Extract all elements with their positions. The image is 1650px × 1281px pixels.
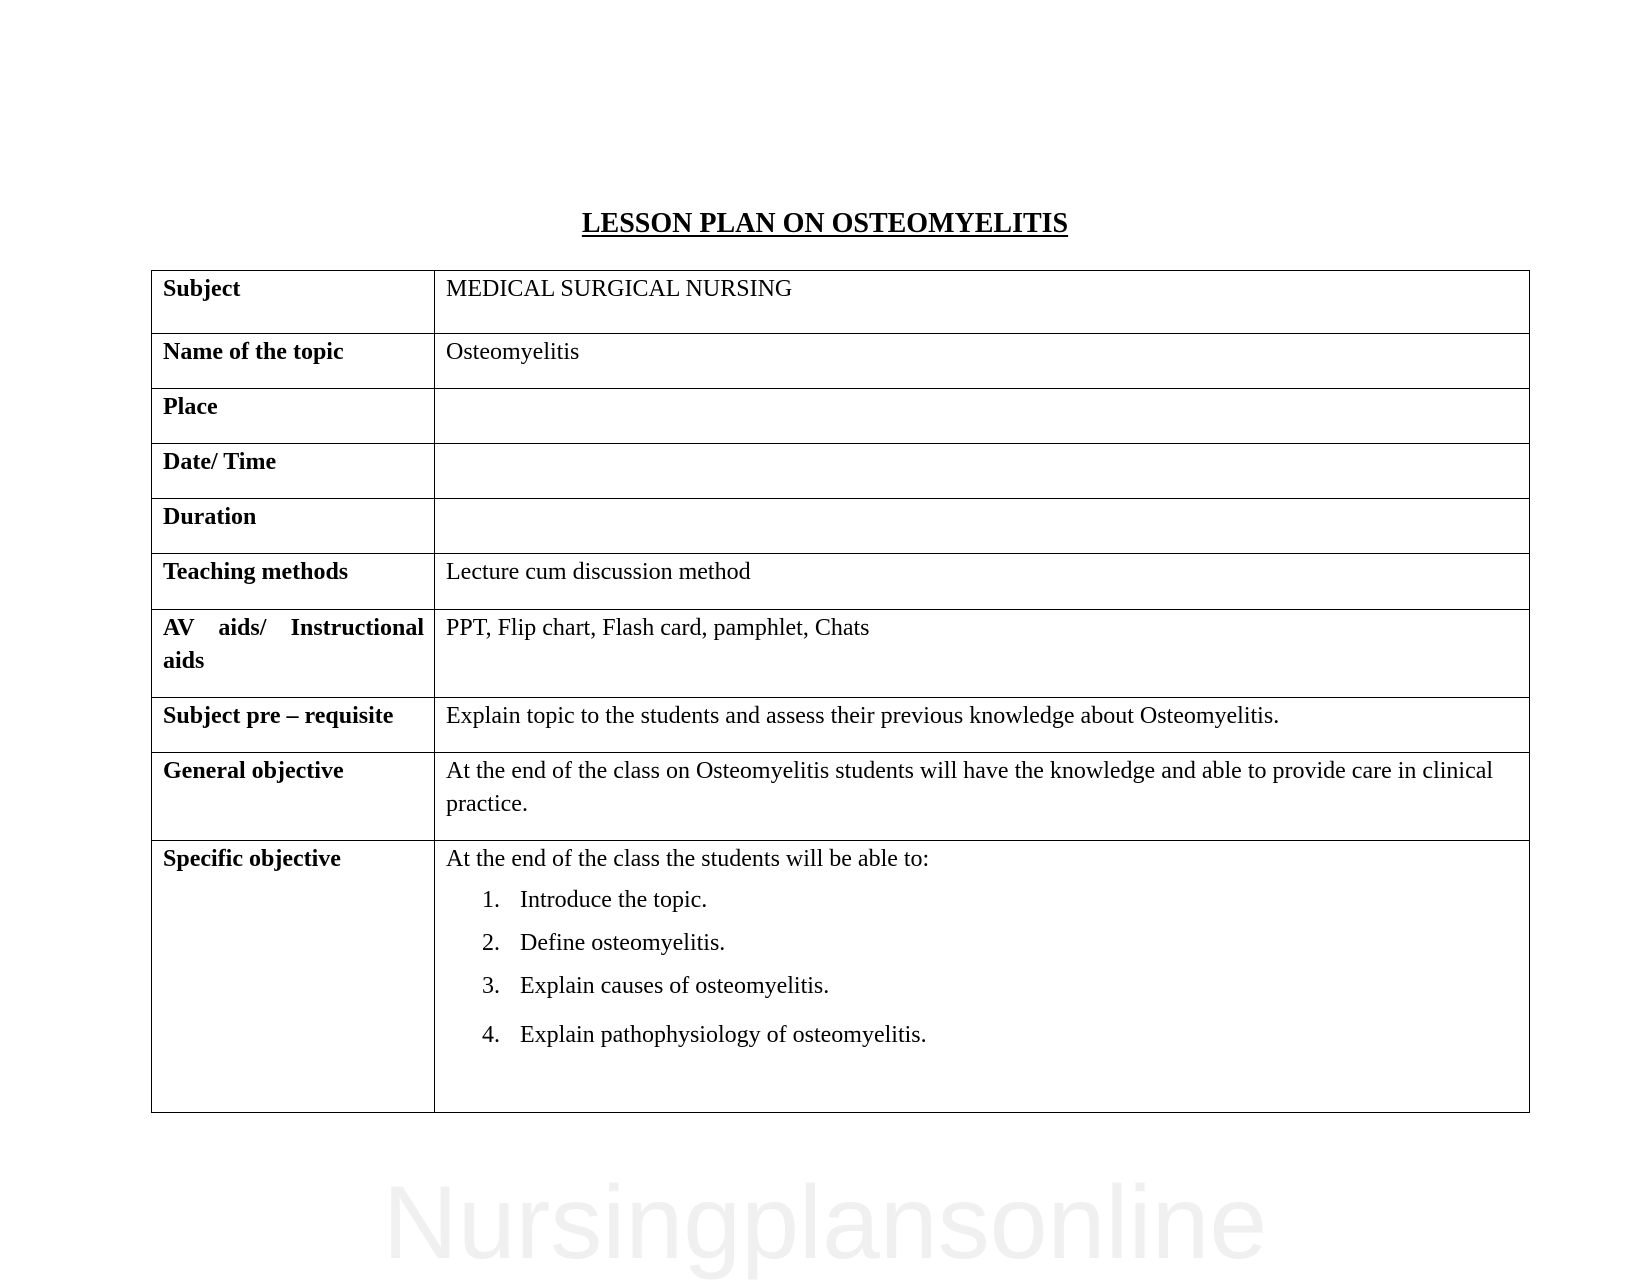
specific-objective-list [446,884,1519,1052]
list-item-text: Introduce the topic. [520,887,708,913]
list-item [482,970,1519,1003]
table-row [152,841,1530,1113]
document-title: LESSON PLAN ON OSTEOMYELITIS [581,208,1069,239]
list-item-text: Define osteomyelitis. [520,930,726,956]
list-item-text: Explain causes of osteomyelitis. [520,973,830,999]
row-value-duration [435,499,1530,554]
row-value-teaching-methods: Lecture cum discussion method [435,554,1530,610]
row-value-place [435,389,1530,444]
table-row [152,334,1530,389]
list-item-number: 1. [482,887,500,913]
row-label-subject: Subject [152,271,435,334]
row-label-av-aids: AV aids/ Instructional aids [152,610,435,698]
list-item-number: 3. [482,973,500,999]
list-item-number: 4. [482,1022,500,1048]
list-item [482,1019,1519,1052]
row-value-general-objective: At the end of the class on Osteomyelitis students will have the knowledge and able to provide care in clinical practice. [435,753,1530,841]
table-row [152,753,1530,841]
row-value-prerequisite: Explain topic to the students and assess their previous knowledge about Osteomyelitis. [435,698,1530,753]
row-label-specific-objective: Specific objective [152,841,435,1113]
table-row [152,554,1530,610]
row-label-place: Place [152,389,435,444]
list-item-text: Explain pathophysiology of osteomyelitis. [520,1022,927,1048]
row-label-duration: Duration [152,499,435,554]
row-label-prerequisite: Subject pre – requisite [152,698,435,753]
table-row [152,499,1530,554]
row-label-date-time: Date/ Time [152,444,435,499]
watermark: Nursingplansonline [382,1165,1268,1281]
row-label-teaching-methods: Teaching methods [152,554,435,610]
row-value-date-time [435,444,1530,499]
row-value-subject: MEDICAL SURGICAL NURSING [435,271,1530,334]
row-value-av-aids: PPT, Flip chart, Flash card, pamphlet, Chats [435,610,1530,698]
specific-objective-intro: At the end of the class the students will be able to: [446,846,930,872]
table-row [152,698,1530,753]
lesson-plan-table [151,270,1530,1113]
list-item [482,927,1519,960]
row-label-general-objective: General objective [152,753,435,841]
table-row [152,610,1530,698]
list-item [482,884,1519,917]
table-row [152,271,1530,334]
row-value-topic: Osteomyelitis [435,334,1530,389]
row-value-specific-objective [435,841,1530,1113]
table-row [152,389,1530,444]
row-label-topic: Name of the topic [152,334,435,389]
table-row [152,444,1530,499]
list-item-number: 2. [482,930,500,956]
